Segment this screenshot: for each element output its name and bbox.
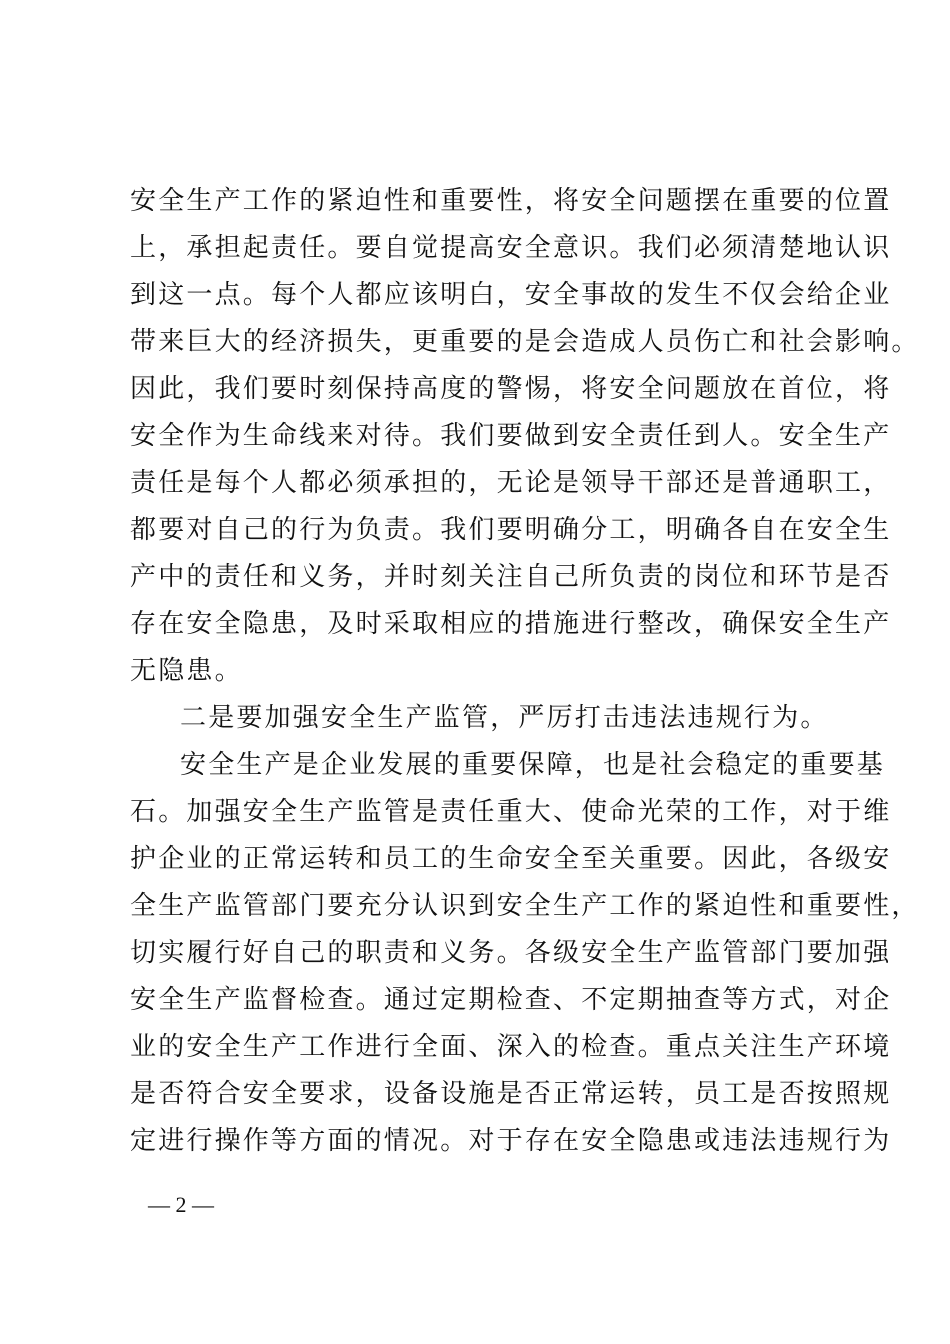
text-line: 带来巨大的经济损失，更重要的是会造成人员伤亡和社会影响。 <box>130 327 920 357</box>
text-line: 因此，我们要时刻保持高度的警惕，将安全问题放在首位，将 <box>130 374 892 404</box>
text-line: 安全生产是企业发展的重要保障，也是社会稳定的重要基 <box>180 750 886 780</box>
text-line: 石。加强安全生产监管是责任重大、使命光荣的工作，对于维 <box>130 797 892 827</box>
text-line: 安全作为生命线来对待。我们要做到安全责任到人。安全生产 <box>130 421 892 451</box>
text-line: 到这一点。每个人都应该明白，安全事故的发生不仅会给企业 <box>130 280 892 310</box>
text-line: 上，承担起责任。要自觉提高安全意识。我们必须清楚地认识 <box>130 233 892 263</box>
text-line: 产中的责任和义务，并时刻关注自己所负责的岗位和环节是否 <box>130 562 892 592</box>
text-line: 业的安全生产工作进行全面、深入的检查。重点关注生产环境 <box>130 1032 892 1062</box>
text-line: 责任是每个人都必须承担的，无论是领导干部还是普通职工， <box>130 468 892 498</box>
text-line: 切实履行好自己的职责和义务。各级安全生产监管部门要加强 <box>130 938 892 968</box>
text-line: 存在安全隐患，及时采取相应的措施进行整改，确保安全生产 <box>130 609 892 639</box>
section-heading: 二是要加强安全生产监管，严厉打击违法违规行为。 <box>180 703 829 733</box>
text-line: 安全生产监督检查。通过定期检查、不定期抽查等方式，对企 <box>130 985 892 1015</box>
text-line: 护企业的正常运转和员工的生命安全至关重要。因此，各级安 <box>130 844 892 874</box>
text-line: 安全生产工作的紧迫性和重要性，将安全问题摆在重要的位置 <box>130 186 892 216</box>
page-number: — 2 — <box>148 1192 214 1217</box>
text-line: 全生产监管部门要充分认识到安全生产工作的紧迫性和重要性， <box>130 891 920 921</box>
text-line: 是否符合安全要求，设备设施是否正常运转，员工是否按照规 <box>130 1079 892 1109</box>
text-line: 定进行操作等方面的情况。对于存在安全隐患或违法违规行为 <box>130 1126 892 1156</box>
text-line: 无隐患。 <box>130 656 243 686</box>
text-line: 都要对自己的行为负责。我们要明确分工，明确各自在安全生 <box>130 515 892 545</box>
